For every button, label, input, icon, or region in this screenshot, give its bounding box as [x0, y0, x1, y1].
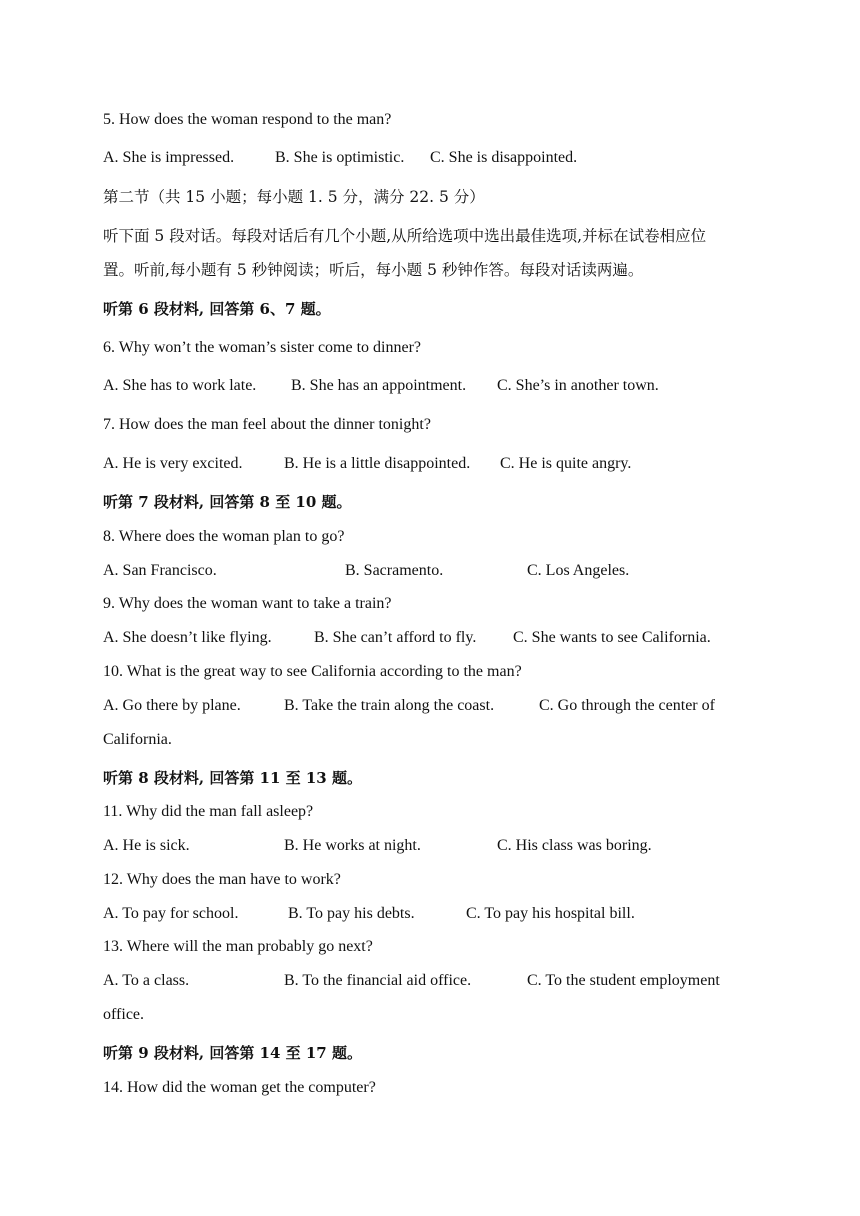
question-13-continuation: office.: [103, 1006, 145, 1023]
section-instructions-2: 置。听前,每小题有 5 秒钟阅读；听后，每小题 5 秒钟作答。每段对话读两遍。: [103, 261, 644, 279]
option-c: C. To pay his hospital bill.: [466, 905, 635, 922]
option-b: B. Take the train along the coast.: [284, 697, 495, 714]
question-5: 5. How does the woman respond to the man?: [103, 111, 392, 128]
option-c: C. She’s in another town.: [497, 377, 659, 394]
option-b: B. He works at night.: [284, 837, 421, 854]
option-c: C. She is disappointed.: [430, 149, 578, 166]
section-instructions-1: 听下面 5 段对话。每段对话后有几个小题,从所给选项中选出最佳选项,并标在试卷相应位: [103, 227, 707, 245]
material-heading: 听第 7 段材料, 回答第 8 至 10 题。: [103, 493, 352, 511]
option-b: B. To pay his debts.: [288, 905, 415, 922]
option-a: A. He is very excited.: [103, 455, 243, 472]
question-8: 8. Where does the woman plan to go?: [103, 528, 345, 545]
material-heading: 听第 6 段材料, 回答第 6、7 题。: [103, 300, 331, 318]
option-a: A. She is impressed.: [103, 149, 235, 166]
option-a: A. To a class.: [103, 972, 190, 989]
question-14: 14. How did the woman get the computer?: [103, 1079, 376, 1096]
question-10-continuation: California.: [103, 731, 172, 748]
question-6: 6. Why won’t the woman’s sister come to dinner?: [103, 339, 422, 356]
option-c: C. He is quite angry.: [500, 455, 632, 472]
section-heading: 第二节（共 15 小题；每小题 1. 5 分，满分 22. 5 分）: [103, 188, 485, 206]
question-12: 12. Why does the man have to work?: [103, 871, 341, 888]
option-c: C. Go through the center of: [539, 697, 715, 714]
question-13: 13. Where will the man probably go next?: [103, 938, 373, 955]
material-heading: 听第 8 段材料, 回答第 11 至 13 题。: [103, 769, 362, 787]
option-a: A. San Francisco.: [103, 562, 217, 579]
question-9: 9. Why does the woman want to take a train?: [103, 595, 392, 612]
option-a: A. She doesn’t like flying.: [103, 629, 272, 646]
option-a: A. Go there by plane.: [103, 697, 241, 714]
option-b: B. She can’t afford to fly.: [314, 629, 477, 646]
option-c: C. To the student employment: [527, 972, 720, 989]
material-heading: 听第 9 段材料, 回答第 14 至 17 题。: [103, 1044, 362, 1062]
option-b: B. To the financial aid office.: [284, 972, 472, 989]
option-a: A. He is sick.: [103, 837, 190, 854]
option-c: C. His class was boring.: [497, 837, 652, 854]
option-c: C. She wants to see California.: [513, 629, 711, 646]
option-a: A. To pay for school.: [103, 905, 239, 922]
question-7: 7. How does the man feel about the dinner tonight?: [103, 416, 431, 433]
option-b: B. She is optimistic.: [275, 149, 405, 166]
option-a: A. She has to work late.: [103, 377, 257, 394]
question-11: 11. Why did the man fall asleep?: [103, 803, 314, 820]
option-b: B. He is a little disappointed.: [284, 455, 471, 472]
option-b: B. She has an appointment.: [291, 377, 467, 394]
option-c: C. Los Angeles.: [527, 562, 630, 579]
option-b: B. Sacramento.: [345, 562, 444, 579]
question-10: 10. What is the great way to see California according to the man?: [103, 663, 522, 680]
